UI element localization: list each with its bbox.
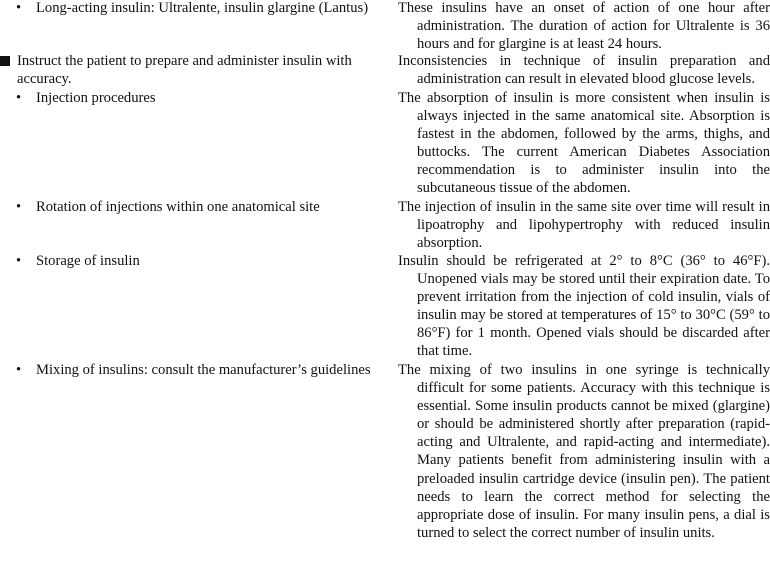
row-topic: Instruct the patient to prepare and administer insulin with accuracy. — [17, 53, 352, 88]
row-topic: Mixing of insulins: consult the manufacturer’s guidelines — [36, 362, 371, 378]
bullet-icon: • — [16, 362, 22, 378]
left-cell — [0, 198, 372, 216]
left-cell — [0, 252, 372, 270]
row-topic: Storage of insulin — [36, 253, 140, 269]
bullet-icon: • — [16, 90, 22, 106]
right-cell: Insulin should be refrigerated at 2° to 8°C (36° to 46°F). Unopened vials may be stored until their expiration date. To prevent irritation from the injection of cold insulin, vials of insulin may be stored at temperatures of 15° to 30°C (59° to 86°F) for 1 month. Opened vials should be discarded after that time. — [398, 253, 770, 360]
right-cell: The absorption of insulin is more consistent when insulin is always injected in the same anatomical site. Absorption is fastest in the abdomen, followed by the arms, thighs, and buttocks. The current American Diabetes Association recommendation is to administer insulin into the subcutaneous tissue of the abdomen. — [398, 90, 770, 197]
left-cell — [0, 0, 372, 17]
row-topic: Injection procedures — [36, 90, 156, 106]
left-cell — [0, 52, 372, 88]
bullet-icon: • — [16, 199, 22, 215]
left-cell — [0, 361, 372, 379]
bullet-icon: • — [16, 0, 22, 16]
square-bullet-icon — [0, 56, 10, 66]
right-cell: These insulins have an onset of action of one hour after administration. The duration of action for Ultralente is 36 hours and for glargine is at least 24 hours. — [398, 0, 770, 53]
left-cell — [0, 89, 372, 107]
right-cell: Inconsistencies in technique of insulin preparation and administration can result in elevated blood glucose levels. — [398, 53, 770, 88]
bullet-icon: • — [16, 253, 22, 269]
right-cell: The mixing of two insulins in one syringe is technically difficult for some patients. Accuracy with this technique is essential. Some insulin products cannot be mixed (glargine) or should be administered shortly after preparation (rapid-acting and Ultralente, and rapid-acting and intermediate). Many patients benefit from administering insulin with a preloaded insulin cartridge device (insulin pen). The patient needs to learn the correct method for selecting the appropriate dose of insulin. For many insulin pens, a dial is turned to select the correct number of insulin units. — [398, 362, 770, 541]
right-cell: The injection of insulin in the same site over time will result in lipoatrophy and lipohypertrophy with reduced insulin absorption. — [398, 199, 770, 252]
row-topic: Rotation of injections within one anatomical site — [36, 199, 320, 215]
row-topic: Long-acting insulin: Ultralente, insulin glargine (Lantus) — [36, 0, 369, 16]
